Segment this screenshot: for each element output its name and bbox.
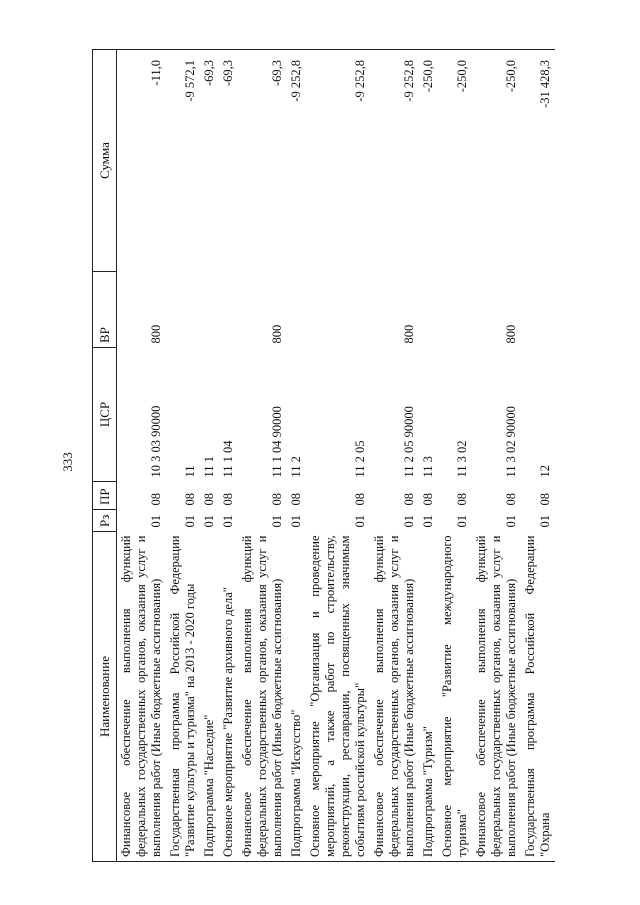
row-rz: 01 (221, 515, 235, 528)
page-number: 333 (59, 452, 75, 472)
row-name: Финансовое обеспечение выполнения функций федеральных государственных органов, оказания услуг и выполнения работ (Иные бюджетные ассигнования) (117, 532, 167, 862)
row-pr: 08 (149, 493, 163, 506)
row-vr: 800 (270, 324, 284, 344)
row-rz: 01 (455, 515, 469, 528)
row-csr: 11 2 (289, 456, 303, 478)
table-row (166, 50, 200, 862)
row-sum: -9 252,8 (287, 50, 306, 272)
row-pr: 08 (183, 493, 197, 506)
row-name: Основное мероприятие "Организация и проведение мероприятий, а также работ по строительству, реконструкции, реставрации, посвященных значимым событиям российской культуры" (306, 532, 370, 862)
table-header-row (93, 50, 117, 862)
row-sum: -250,0 (438, 50, 472, 272)
table-row (219, 50, 238, 862)
header-pr: ПР (93, 482, 117, 510)
row-name: Подпрограмма "Искусство" (287, 532, 306, 862)
table-row (472, 50, 521, 862)
header-sum: Сумма (93, 50, 117, 272)
row-csr: 11 1 04 90000 (270, 406, 284, 478)
row-pr: 08 (221, 493, 235, 506)
row-rz: 01 (402, 515, 416, 528)
row-rz: 01 (270, 515, 284, 528)
row-csr: 11 3 02 90000 (504, 406, 518, 478)
row-vr: 800 (149, 324, 163, 344)
row-pr: 08 (538, 493, 552, 506)
row-sum: -69,3 (200, 50, 219, 272)
row-csr: 11 3 02 (455, 440, 469, 478)
row-pr: 08 (504, 493, 518, 506)
row-vr (419, 272, 438, 348)
row-csr: 11 3 (421, 456, 435, 478)
row-sum: -31 428,3 (521, 50, 555, 272)
table-row (521, 50, 555, 862)
row-vr: 800 (504, 324, 518, 344)
row-sum: -250,0 (472, 50, 521, 272)
row-csr: 11 (183, 465, 197, 478)
row-vr (200, 272, 219, 348)
table-row (370, 50, 419, 862)
row-rz: 01 (149, 515, 163, 528)
row-name: Основное мероприятие "Развитие архивного дела" (219, 532, 238, 862)
budget-table (92, 49, 555, 862)
row-sum: -11,0 (117, 50, 167, 272)
row-sum: -9 252,8 (306, 50, 370, 272)
row-vr (287, 272, 306, 348)
row-pr: 08 (455, 493, 469, 506)
row-csr: 11 1 04 (221, 440, 235, 478)
row-vr (219, 272, 238, 348)
row-vr (521, 272, 555, 348)
row-rz: 01 (538, 515, 552, 528)
row-csr: 10 3 03 90000 (149, 405, 163, 478)
row-pr: 08 (202, 493, 216, 506)
row-pr: 08 (421, 493, 435, 506)
row-vr (438, 272, 472, 348)
header-csr: ЦСР (93, 348, 117, 482)
header-name: Наименование (93, 532, 117, 862)
table-row (200, 50, 219, 862)
row-pr: 08 (289, 493, 303, 506)
row-csr: 11 2 05 90000 (402, 406, 416, 478)
row-rz: 01 (504, 515, 518, 528)
row-rz: 01 (202, 515, 216, 528)
row-name: Государственная программа Российской Федерации "Охрана (521, 532, 555, 862)
row-sum: -250,0 (419, 50, 438, 272)
row-sum: -9 572,1 (166, 50, 200, 272)
row-pr: 08 (402, 493, 416, 506)
row-name: Финансовое обеспечение выполнения функций федеральных государственных органов, оказания услуг и выполнения работ (Иные бюджетные ассигнования) (370, 532, 419, 862)
table-row (117, 50, 167, 862)
rotated-page-content (92, 50, 608, 862)
row-csr: 11 1 (202, 456, 216, 478)
row-vr (306, 272, 370, 348)
table-row (306, 50, 370, 862)
row-sum: -9 252,8 (370, 50, 419, 272)
row-rz: 01 (289, 515, 303, 528)
header-rz: Рз (93, 510, 117, 532)
table-row (238, 50, 287, 862)
header-vr: ВР (93, 272, 117, 348)
row-sum: -69,3 (219, 50, 238, 272)
table-row (419, 50, 438, 862)
table-row (438, 50, 472, 862)
row-vr (166, 272, 200, 348)
row-rz: 01 (353, 515, 367, 528)
row-pr: 08 (353, 493, 367, 506)
row-name: Основное мероприятие "Развитие международного туризма" (438, 532, 472, 862)
row-csr: 11 2 05 (353, 440, 367, 478)
row-name: Государственная программа Российской Федерации "Развитие культуры и туризма" на 2013 - 2020 годы (166, 532, 200, 862)
row-name: Финансовое обеспечение выполнения функций федеральных государственных органов, оказания услуг и выполнения работ (Иные бюджетные ассигнования) (472, 532, 521, 862)
row-name: Финансовое обеспечение выполнения функций федеральных государственных органов, оказания услуг и выполнения работ (Иные бюджетные ассигнования) (238, 532, 287, 862)
table-row (287, 50, 306, 862)
row-csr: 12 (538, 465, 552, 478)
row-name: Подпрограмма "Наследие" (200, 532, 219, 862)
row-sum: -69,3 (238, 50, 287, 272)
row-vr: 800 (402, 324, 416, 344)
row-rz: 01 (183, 515, 197, 528)
row-pr: 08 (270, 493, 284, 506)
row-rz: 01 (421, 515, 435, 528)
row-name: Подпрограмма "Туризм" (419, 532, 438, 862)
